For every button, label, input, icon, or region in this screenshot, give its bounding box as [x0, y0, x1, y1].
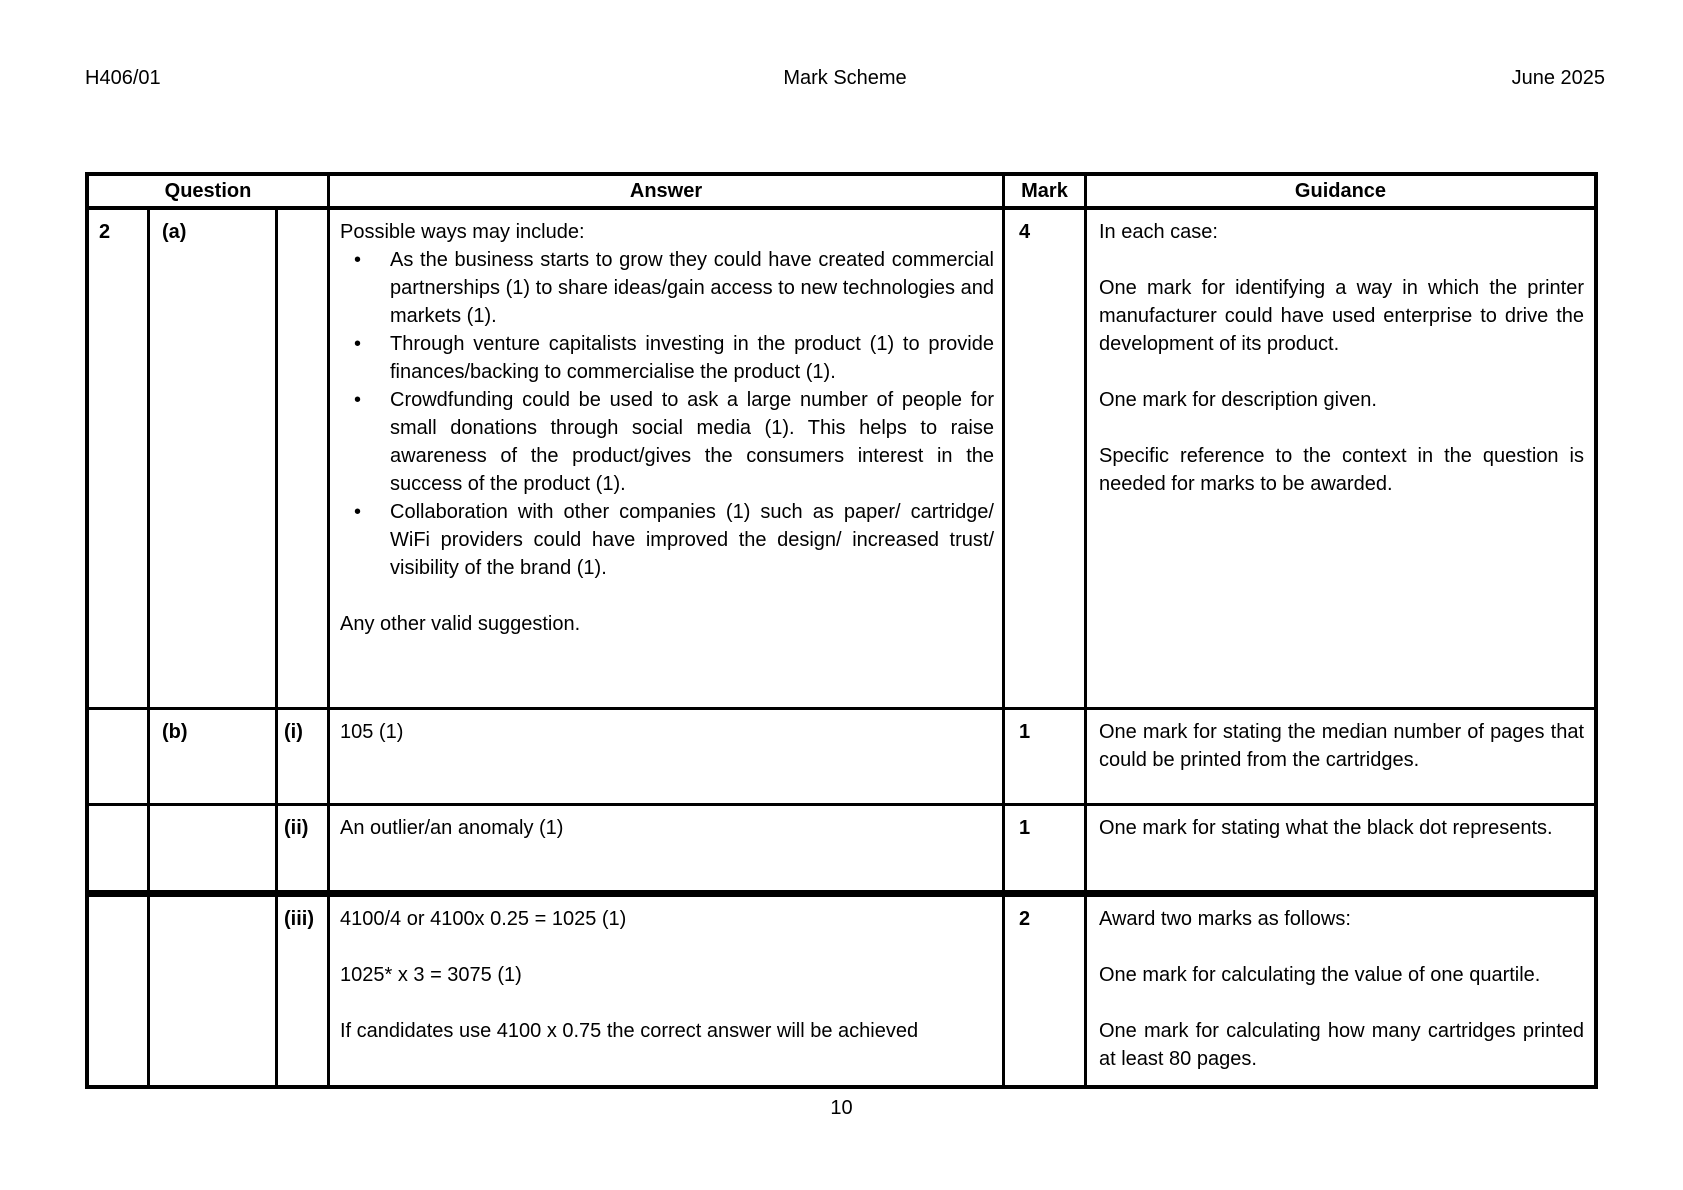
answer-text: 1025* x 3 = 3075 (1): [340, 964, 522, 986]
guidance-paragraph: One mark for calculating the value of one quartile.: [1099, 964, 1541, 986]
answer-cell-2biii: [330, 897, 1005, 1085]
question-part: [150, 806, 278, 897]
guidance-paragraph: One mark for stating the median number of pages that could be printed from the cartridges.: [1099, 721, 1584, 771]
answer-text: 4100/4 or 4100x 0.25 = 1025 (1): [340, 908, 627, 930]
column-header-answer: Answer: [330, 176, 1005, 210]
guidance-paragraph: In each case:: [1099, 221, 1218, 243]
question-subpart: (iii): [278, 897, 330, 1085]
answer-bullet: • Through venture capitalists investing in the product (1) to provide finances/backing to commercialise the product (1).: [354, 330, 994, 386]
page-header: [85, 64, 1605, 92]
guidance-paragraph: One mark for stating what the black dot represents.: [1099, 817, 1553, 839]
answer-bullet-list: [340, 246, 994, 582]
mark-value-2bii: 1: [1005, 806, 1087, 897]
guidance-paragraph: One mark for description given.: [1099, 389, 1377, 411]
guidance-cell-2biii: [1087, 897, 1594, 1085]
answer-bullet: • Crowdfunding could be used to ask a large number of people for small donations through social media (1). This helps to raise awareness of the product/gives the consumers interest in the success of the product (1).: [354, 386, 994, 498]
question-subpart: [278, 210, 330, 710]
document-title: Mark Scheme: [783, 67, 907, 89]
mark-value-2bi: 1: [1005, 710, 1087, 806]
question-part: [150, 897, 278, 1085]
question-number: [89, 806, 150, 897]
question-part: (a): [150, 210, 278, 710]
column-header-guidance: Guidance: [1087, 176, 1594, 210]
column-header-mark: Mark: [1005, 176, 1087, 210]
answer-text: If candidates use 4100 x 0.75 the correct answer will be achieved: [340, 1020, 919, 1042]
answer-bullet: • As the business starts to grow they could have created commercial partnerships (1) to share ideas/gain access to new technologies and markets (1).: [354, 246, 994, 330]
guidance-cell-2a: [1087, 210, 1594, 710]
question-number: [89, 897, 150, 1085]
answer-text: An outlier/an anomaly (1): [340, 817, 564, 839]
answer-cell-2bii: [330, 806, 1005, 897]
answer-text: 105 (1): [340, 721, 404, 743]
column-header-question: Question: [89, 176, 330, 210]
mark-scheme-table: [85, 172, 1598, 1089]
question-number: 2: [89, 210, 150, 710]
guidance-paragraph: One mark for identifying a way in which the printer manufacturer could have used enterprise to drive the development of its product.: [1099, 277, 1584, 355]
guidance-paragraph: Specific reference to the context in the question is needed for marks to be awarded.: [1099, 445, 1584, 495]
document-code: H406/01: [85, 67, 161, 89]
question-part: (b): [150, 710, 278, 806]
mark-value-2biii: 2: [1005, 897, 1087, 1085]
question-subpart: (i): [278, 710, 330, 806]
answer-intro: Possible ways may include:: [340, 221, 585, 243]
guidance-cell-2bii: [1087, 806, 1594, 897]
answer-outro: Any other valid suggestion.: [340, 613, 581, 635]
guidance-cell-2bi: [1087, 710, 1594, 806]
document-date: June 2025: [1511, 67, 1605, 89]
answer-cell-2a: [330, 210, 1005, 710]
mark-value-2a: 4: [1005, 210, 1087, 710]
guidance-paragraph: One mark for calculating how many cartridges printed at least 80 pages.: [1099, 1020, 1584, 1070]
question-number: [89, 710, 150, 806]
guidance-paragraph: Award two marks as follows:: [1099, 908, 1351, 930]
page-number: 10: [830, 1097, 853, 1119]
question-subpart: (ii): [278, 806, 330, 897]
answer-cell-2bi: [330, 710, 1005, 806]
answer-bullet: • Collaboration with other companies (1) such as paper/ cartridge/ WiFi providers could have improved the design/ increased trust/ visibility of the brand (1).: [354, 498, 994, 582]
